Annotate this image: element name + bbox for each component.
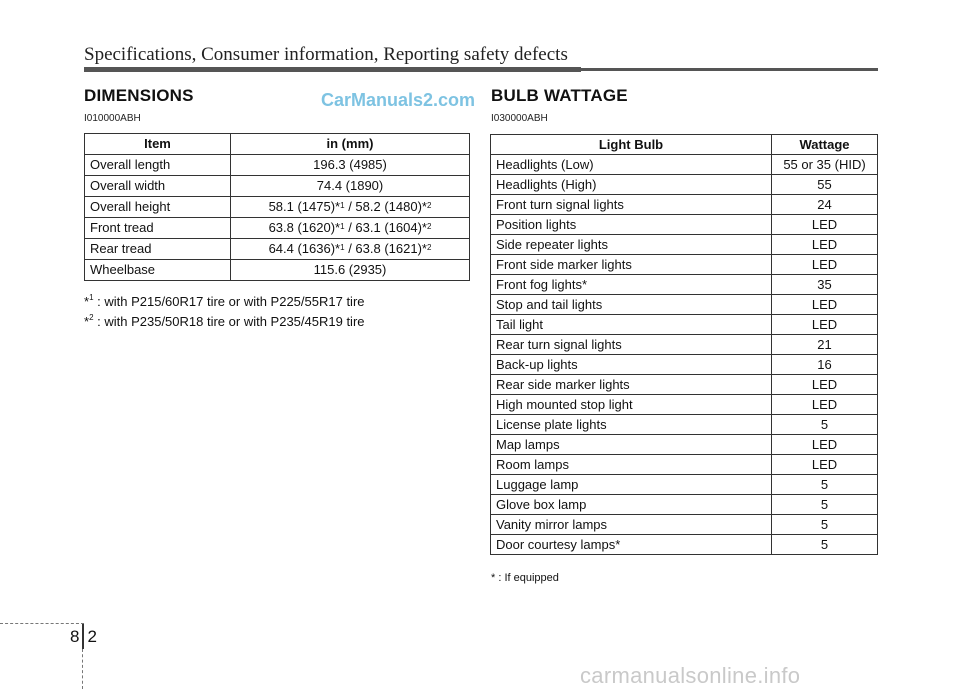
page-number: 82 (70, 627, 105, 646)
bulb-wattage: 5 (772, 415, 878, 435)
bulb-wattage: LED (772, 455, 878, 475)
bulb-wattage: LED (772, 255, 878, 275)
bulb-name: Front side marker lights (491, 255, 772, 275)
table-row (491, 275, 878, 295)
header-rule (84, 67, 878, 72)
bulb-wattage: 5 (772, 515, 878, 535)
dimensions-footnote-2: *$^2$ : with P235/50R18 tire or with P235/45R19 tire (84, 313, 365, 329)
bulb-wattage: 55 or 35 (HID) (772, 155, 878, 175)
table-row (491, 215, 878, 235)
dimension-value: 74.4 (1890) (231, 176, 470, 197)
dimensions-header-item: Item (85, 134, 231, 155)
table-row (491, 255, 878, 275)
bulb-wattage: 16 (772, 355, 878, 375)
bulb-name: Headlights (High) (491, 175, 772, 195)
bulb-name: Room lamps (491, 455, 772, 475)
dimensions-footnote-1: *$^1$ : with P215/60R17 tire or with P225/55R17 tire (84, 293, 365, 309)
bulb-name: Front turn signal lights (491, 195, 772, 215)
table-row (491, 295, 878, 315)
crop-mark (82, 649, 83, 689)
table-row (85, 239, 470, 260)
table-row (491, 475, 878, 495)
bulb-footnote: * : If equipped (491, 572, 559, 584)
table-row (85, 197, 470, 218)
bulb-name: Front fog lights* (491, 275, 772, 295)
table-row (491, 155, 878, 175)
bulb-name: Glove box lamp (491, 495, 772, 515)
bulb-wattage: LED (772, 395, 878, 415)
table-row (491, 415, 878, 435)
table-row (491, 535, 878, 555)
table-row (491, 515, 878, 535)
bulb-name: Headlights (Low) (491, 155, 772, 175)
table-row (85, 176, 470, 197)
dimensions-title: DIMENSIONS (84, 86, 194, 105)
bulb-wattage: 21 (772, 335, 878, 355)
page-header-title: Specifications, Consumer information, Reporting safety defects (84, 44, 568, 65)
table-row (491, 315, 878, 335)
table-row (491, 455, 878, 475)
table-row (491, 195, 878, 215)
table-row (491, 175, 878, 195)
bulb-wattage: LED (772, 235, 878, 255)
table-row (491, 395, 878, 415)
bulb-header-name: Light Bulb (491, 135, 772, 155)
dimensions-header-value: in (mm) (231, 134, 470, 155)
table-row (85, 260, 470, 281)
dimension-item: Overall height (85, 197, 231, 218)
bulb-wattage: LED (772, 215, 878, 235)
bulb-wattage: 24 (772, 195, 878, 215)
bulb-wattage: LED (772, 375, 878, 395)
table-row (491, 495, 878, 515)
table-row (491, 235, 878, 255)
bulb-wattage: 35 (772, 275, 878, 295)
table-row (85, 218, 470, 239)
dimensions-table (84, 133, 470, 281)
bulb-wattage: 5 (772, 475, 878, 495)
bulb-table (490, 134, 878, 555)
dimension-item: Front tread (85, 218, 231, 239)
dimension-item: Rear tread (85, 239, 231, 260)
bulb-name: Stop and tail lights (491, 295, 772, 315)
watermark: CarManuals2.com (321, 90, 476, 110)
bulb-name: Rear turn signal lights (491, 335, 772, 355)
dimension-value: 196.3 (4985) (231, 155, 470, 176)
bulb-header-wattage: Wattage (772, 135, 878, 155)
bulb-wattage: LED (772, 435, 878, 455)
bulb-name: Back-up lights (491, 355, 772, 375)
bulb-name: Position lights (491, 215, 772, 235)
bulb-name: Tail light (491, 315, 772, 335)
bulb-name: License plate lights (491, 415, 772, 435)
bulb-name: High mounted stop light (491, 395, 772, 415)
dimension-item: Overall width (85, 176, 231, 197)
bulb-name: Door courtesy lamps* (491, 535, 772, 555)
site-watermark: carmanualsonline.info (580, 663, 801, 688)
dimension-item: Wheelbase (85, 260, 231, 281)
dimension-value: 63.8 (1620)*$^1$ / 63.1 (1604)*$^2$ (231, 218, 470, 239)
dimension-value: 58.1 (1475)*$^1$ / 58.2 (1480)*$^2$ (231, 197, 470, 218)
bulb-wattage: 5 (772, 495, 878, 515)
bulb-name: Luggage lamp (491, 475, 772, 495)
table-row (491, 355, 878, 375)
table-row (491, 375, 878, 395)
dimension-item: Overall length (85, 155, 231, 176)
crop-mark (0, 623, 84, 624)
bulb-title: BULB WATTAGE (491, 86, 628, 105)
bulb-wattage: 55 (772, 175, 878, 195)
dimension-value: 64.4 (1636)*$^1$ / 63.8 (1621)*$^2$ (231, 239, 470, 260)
dimensions-code: I010000ABH (84, 113, 141, 124)
bulb-name: Rear side marker lights (491, 375, 772, 395)
bulb-name: Vanity mirror lamps (491, 515, 772, 535)
table-row (491, 435, 878, 455)
bulb-wattage: LED (772, 315, 878, 335)
bulb-name: Side repeater lights (491, 235, 772, 255)
table-row (85, 155, 470, 176)
bulb-name: Map lamps (491, 435, 772, 455)
table-row (491, 335, 878, 355)
bulb-wattage: 5 (772, 535, 878, 555)
bulb-wattage: LED (772, 295, 878, 315)
dimension-value: 115.6 (2935) (231, 260, 470, 281)
bulb-code: I030000ABH (491, 113, 548, 124)
